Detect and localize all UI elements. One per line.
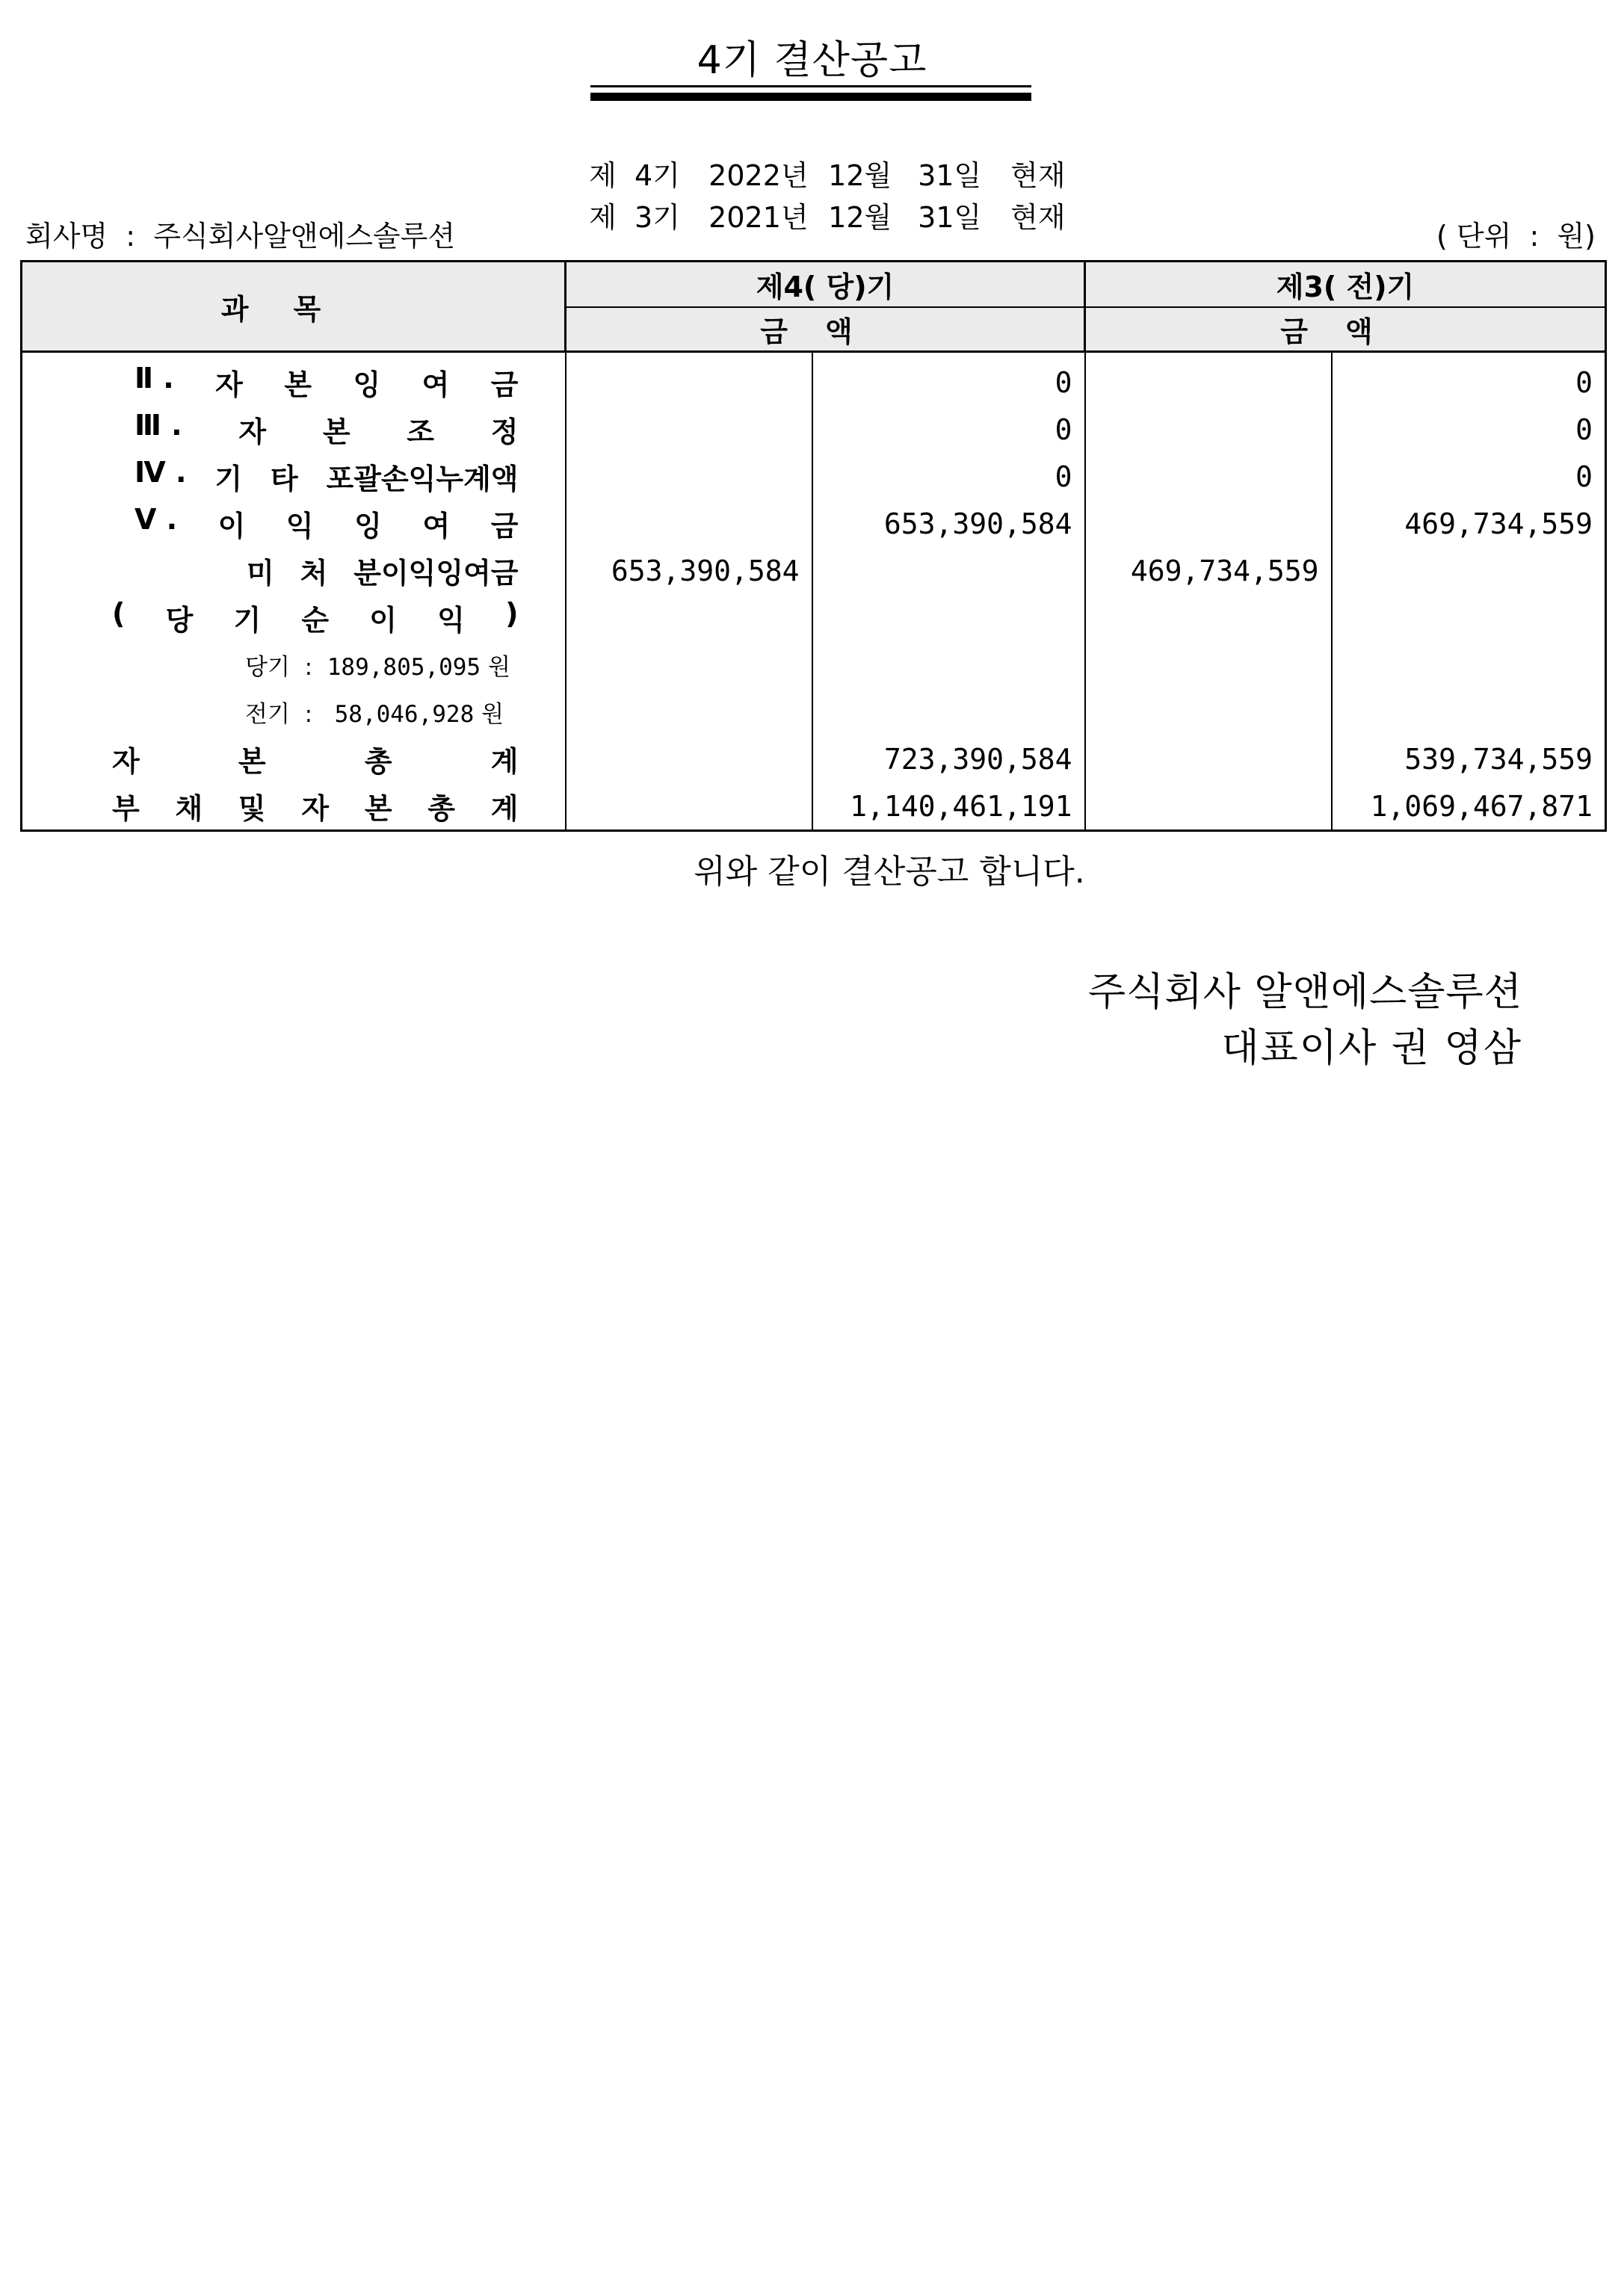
row-subject: 미 처 분이익잉여금 xyxy=(22,547,566,594)
cell-current-total: 0 xyxy=(812,406,1085,453)
title-underline-thin xyxy=(590,85,1031,87)
row-subject: Ⅳ . 기 타 포괄손익누계액 xyxy=(22,453,566,500)
cell-current-total xyxy=(812,547,1085,594)
cell-prior-total xyxy=(1332,547,1606,594)
cell-prior-total: 1,069,467,871 xyxy=(1332,782,1606,831)
cell-prior-total: 0 xyxy=(1332,352,1606,407)
cell-prior-total: 0 xyxy=(1332,453,1606,500)
cell-current-total: 653,390,584 xyxy=(812,500,1085,547)
financial-statement-table xyxy=(20,260,1607,832)
period-month: 12월 xyxy=(828,159,892,192)
header-subject xyxy=(22,262,566,352)
cell-current-total: 723,390,584 xyxy=(812,735,1085,782)
cell-current-sub: 653,390,584 xyxy=(566,547,812,594)
cell-current-total: 0 xyxy=(812,352,1085,407)
cell-current-sub xyxy=(566,453,812,500)
period-day: 31일 xyxy=(918,201,982,234)
title-underline-thick xyxy=(590,93,1031,101)
table-row xyxy=(22,594,1606,641)
row-subject: Ⅱ . 자 본 잉 여 금 xyxy=(22,352,566,407)
row-subject: ( 당 기 순 이 익 ) xyxy=(22,594,566,641)
table-row xyxy=(22,453,1606,500)
header-current-period: 제4( 당)기 xyxy=(566,262,1085,308)
header-prior-period: 제3( 전)기 xyxy=(1085,262,1606,308)
cell-current-sub xyxy=(566,500,812,547)
header-subject-text: 과목 xyxy=(220,292,366,326)
period-year: 2022년 xyxy=(708,159,809,192)
table-row xyxy=(22,735,1606,782)
cell-prior-sub xyxy=(1085,453,1332,500)
net-income-prior-detail: 전기 : 58,046,928 원 xyxy=(22,688,566,735)
cell-current-total: 0 xyxy=(812,453,1085,500)
cell-current-sub xyxy=(566,406,812,453)
table-row xyxy=(22,782,1606,831)
row-subject: 자 본 총 계 xyxy=(22,735,566,782)
cell-prior-total: 469,734,559 xyxy=(1332,500,1606,547)
table-row xyxy=(22,641,1606,688)
table-row xyxy=(22,500,1606,547)
cell-prior-sub xyxy=(1085,406,1332,453)
cell-prior-total xyxy=(1332,594,1606,641)
cell-prior-sub xyxy=(1085,594,1332,641)
table-row xyxy=(22,352,1606,407)
net-income-current-detail: 당기 : 189,805,095 원 xyxy=(22,641,566,688)
signature-company: 주식회사 알앤에스솔루션 xyxy=(1087,970,1522,1015)
closing-statement: 위와 같이 결산공고 합니다. xyxy=(694,853,1085,891)
period-status: 현재 xyxy=(1010,201,1066,234)
cell-prior-sub: 469,734,559 xyxy=(1085,547,1332,594)
company-name: 회사명 : 주식회사알앤에스솔루션 xyxy=(25,220,456,253)
row-subject: Ⅲ . 자 본 조 정 xyxy=(22,406,566,453)
header-amount-current: 금액 xyxy=(566,307,1085,351)
row-subject: Ⅴ . 이 익 잉 여 금 xyxy=(22,500,566,547)
table-row xyxy=(22,406,1606,453)
row-subject: 부 채 및 자 본 총 계 xyxy=(22,782,566,831)
header-amount-prior: 금액 xyxy=(1085,307,1606,351)
table-row xyxy=(22,688,1606,735)
table-row xyxy=(22,547,1606,594)
unit-label: ( 단위 : 원) xyxy=(1436,220,1596,253)
cell-current-sub xyxy=(566,352,812,407)
period-day: 31일 xyxy=(918,159,982,192)
cell-current-sub xyxy=(566,594,812,641)
document-title: 4기 결산공고 xyxy=(697,38,927,83)
cell-prior-sub xyxy=(1085,352,1332,407)
period-ki: 제 3기 xyxy=(589,201,680,234)
period-ki: 제 4기 xyxy=(589,159,680,192)
period-line-prior xyxy=(571,161,1066,235)
cell-current-total xyxy=(812,594,1085,641)
period-status: 현재 xyxy=(1010,159,1066,192)
cell-prior-total: 539,734,559 xyxy=(1332,735,1606,782)
signature-ceo: 대표이사 권 영삼 xyxy=(1221,1026,1522,1071)
cell-prior-sub xyxy=(1085,500,1332,547)
period-month: 12월 xyxy=(828,201,892,234)
cell-current-total: 1,140,461,191 xyxy=(812,782,1085,831)
period-year: 2021년 xyxy=(708,201,809,234)
cell-prior-total: 0 xyxy=(1332,406,1606,453)
